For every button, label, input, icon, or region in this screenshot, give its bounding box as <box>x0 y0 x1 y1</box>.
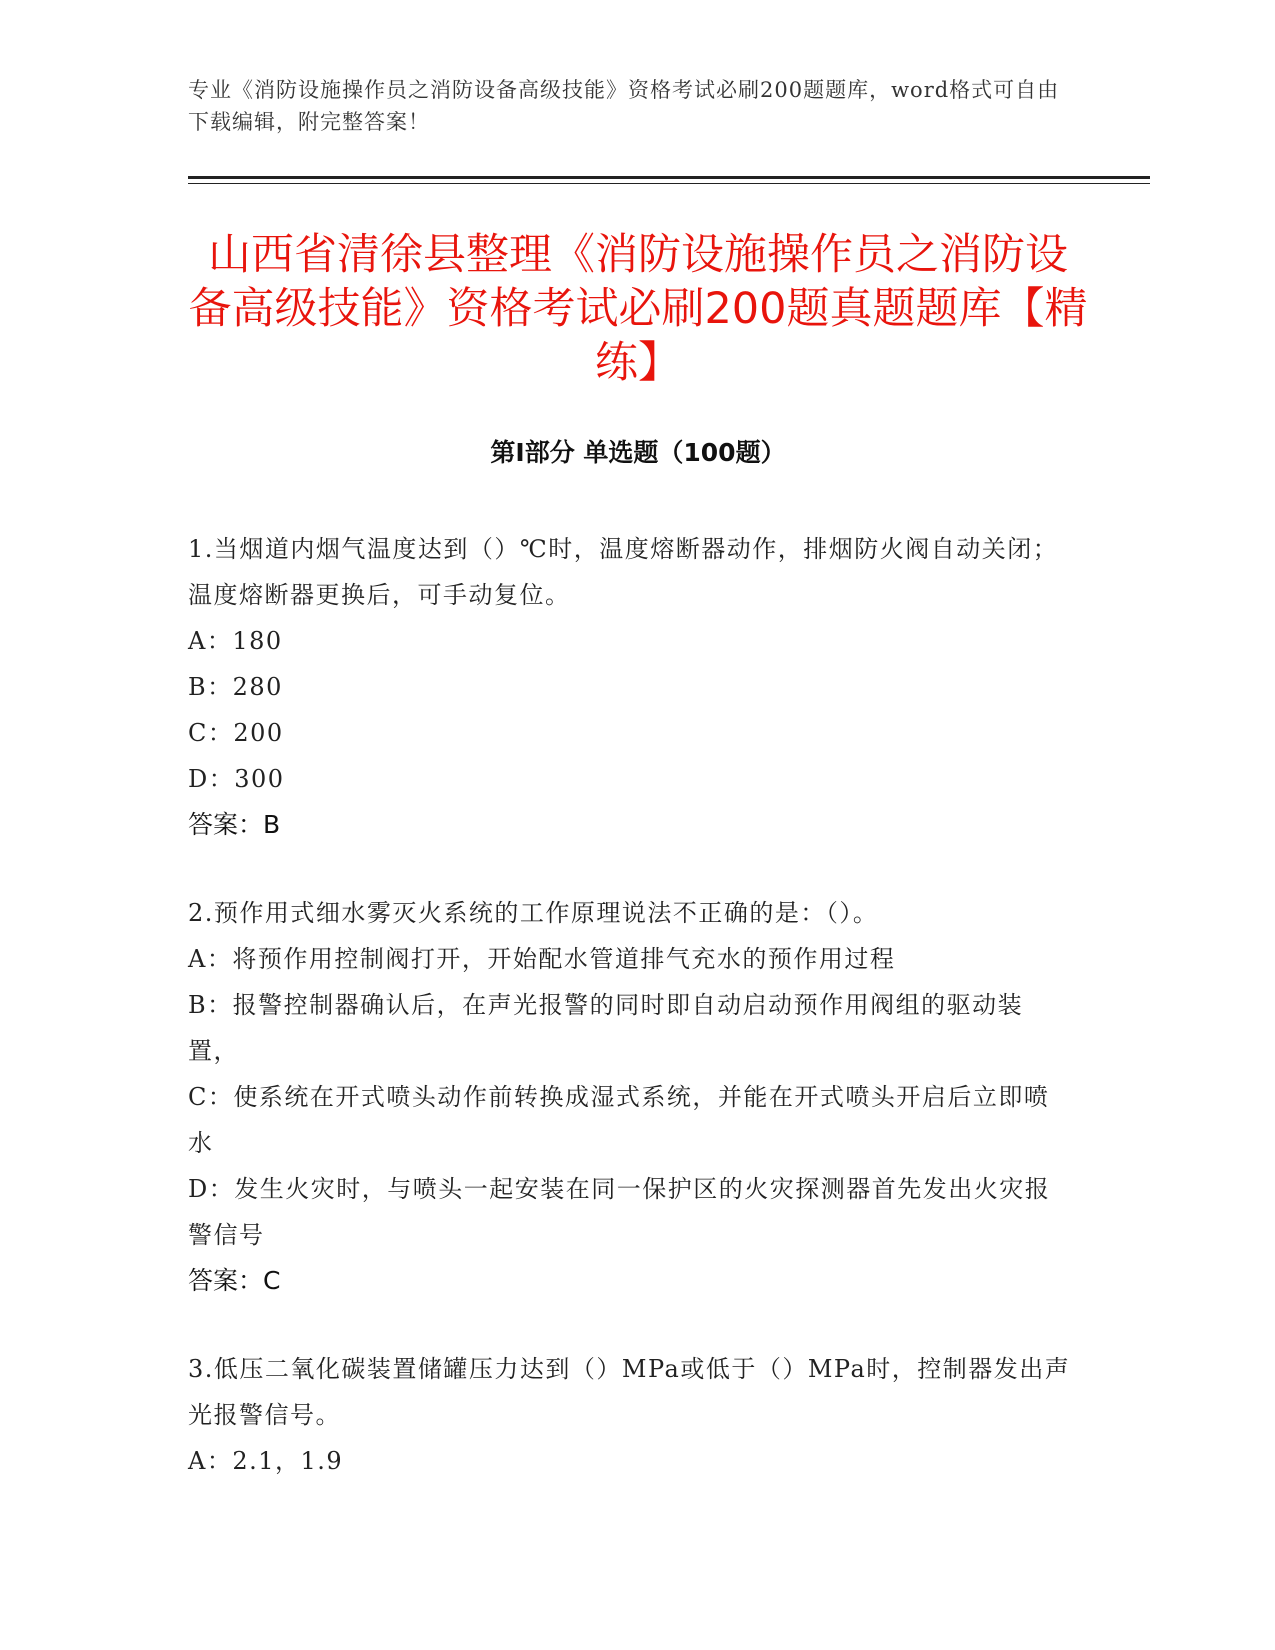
option-c: C：使系统在开式喷头动作前转换成湿式系统，并能在开式喷头开启后立即喷水 <box>188 1083 1050 1157</box>
question-3 <box>188 1346 1073 1484</box>
option-a: A：2.1，1.9 <box>188 1447 344 1475</box>
question-stem: 1.当烟道内烟气温度达到（）℃时，温度熔断器动作，排烟防火阀自动关闭；温度熔断器更换后，可手动复位。 <box>188 535 1059 609</box>
question-answer: 答案：B <box>188 810 281 839</box>
question-2 <box>188 890 1073 1304</box>
header-note: 专业《消防设施操作员之消防设备高级技能》资格考试必刷200题题库，word格式可自由下载编辑，附完整答案！ <box>188 78 1060 134</box>
section-heading: 第Ⅰ部分 单选题（100题） <box>490 438 786 467</box>
option-c: C：200 <box>188 719 284 747</box>
question-answer: 答案：C <box>188 1266 281 1295</box>
header-divider-thin <box>188 183 1150 184</box>
question-stem: 2.预作用式细水雾灭火系统的工作原理说法不正确的是：（）。 <box>188 899 879 927</box>
header-divider <box>188 176 1150 179</box>
question-1 <box>188 526 1073 848</box>
option-a: A：180 <box>188 627 283 655</box>
option-d: D：发生火灾时，与喷头一起安装在同一保护区的火灾探测器首先发出火灾报警信号 <box>188 1175 1051 1249</box>
document-title: 山西省清徐县整理《消防设施操作员之消防设备高级技能》资格考试必刷200题真题题库【精练】 <box>188 230 1088 388</box>
question-list <box>188 526 1073 1526</box>
option-b: B：报警控制器确认后，在声光报警的同时即自动启动预作用阀组的驱动装置， <box>188 991 1024 1065</box>
option-a: A：将预作用控制阀打开，开始配水管道排气充水的预作用过程 <box>188 945 896 973</box>
option-b: B：280 <box>188 673 283 701</box>
question-stem: 3.低压二氧化碳装置储罐压力达到（）MPa或低于（）MPa时，控制器发出声光报警信号。 <box>188 1355 1071 1429</box>
option-d: D：300 <box>188 765 285 793</box>
